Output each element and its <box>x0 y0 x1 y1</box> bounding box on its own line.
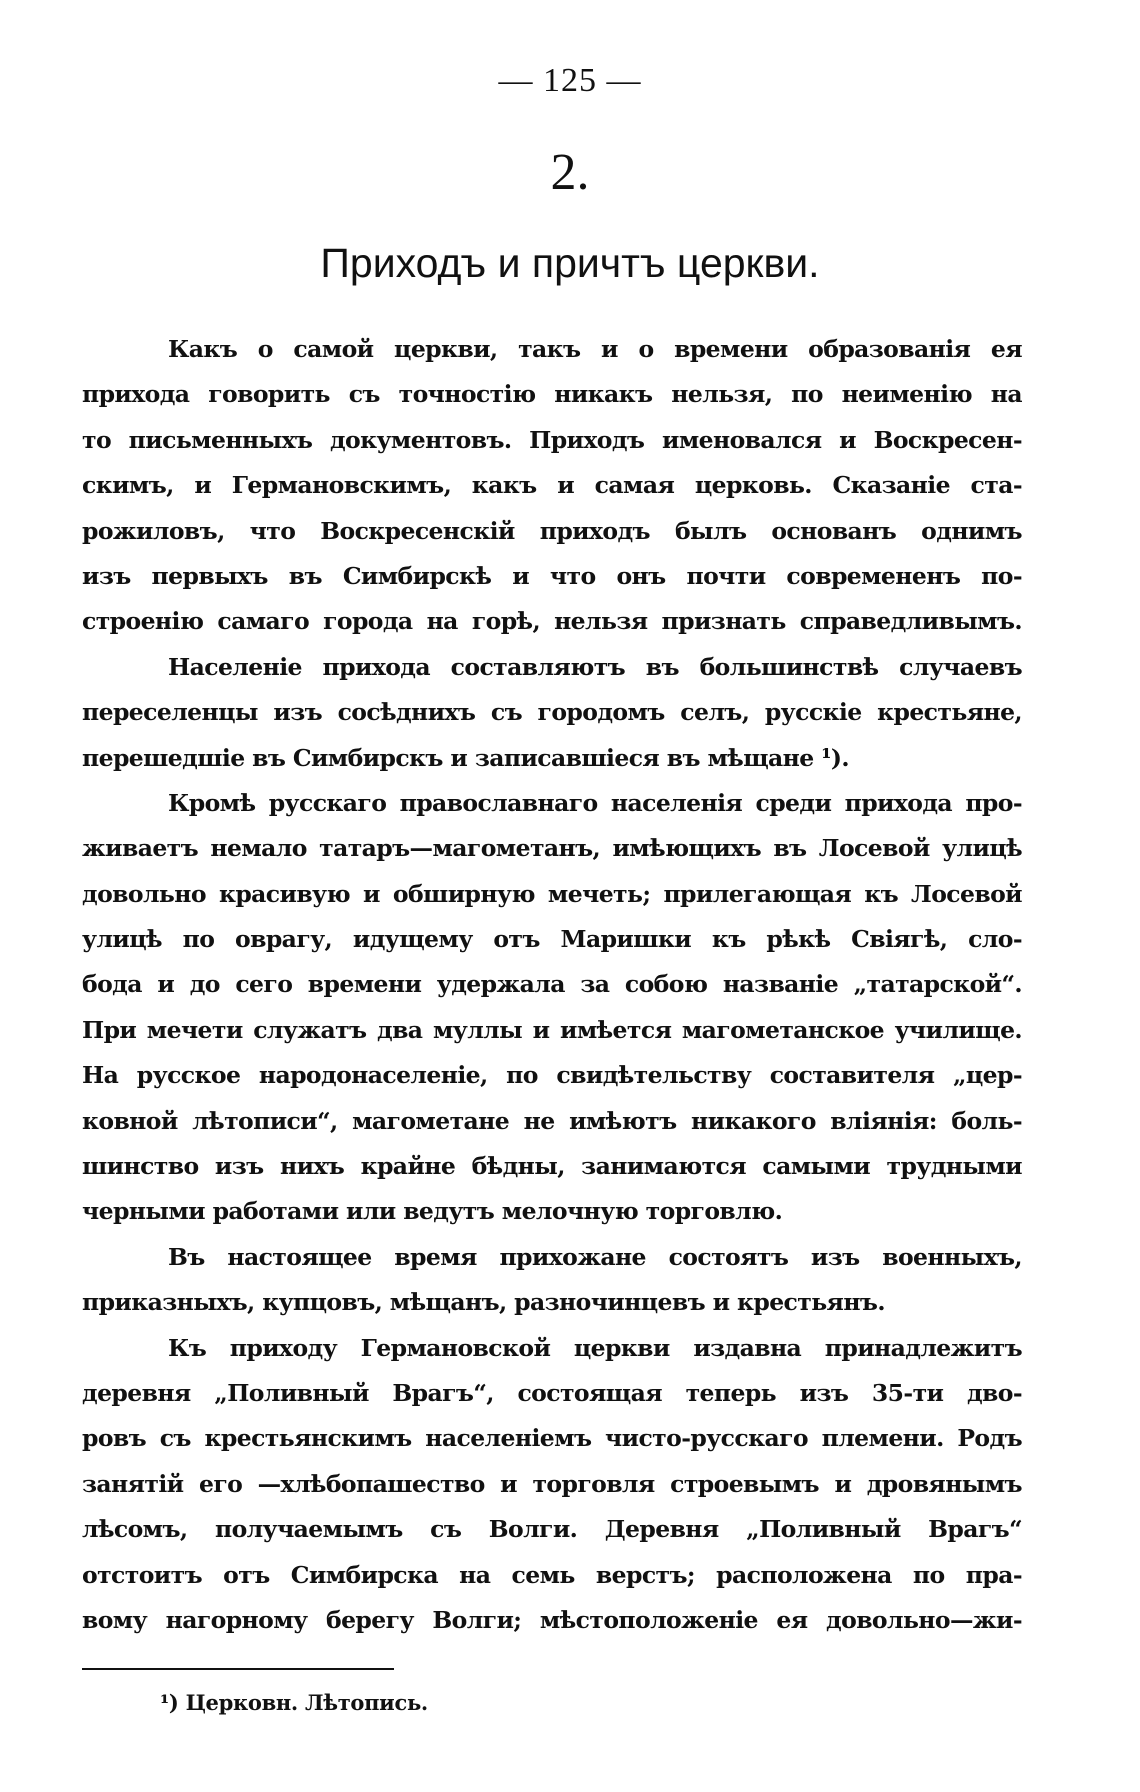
text-line: бода и до сего времени удержала за собою названіе „татарской“. <box>82 970 1022 999</box>
footnote <box>160 1690 428 1715</box>
footnote-text: Церковн. Лѣтопись. <box>185 1690 428 1715</box>
text-line: При мечети служатъ два муллы и имѣется магометанское училище. <box>82 1015 1022 1044</box>
text-line: На русское народонаселеніе, по свидѣтельству составителя „цер- <box>82 1061 1022 1090</box>
text-line: ковной лѣтописи“, магометане не имѣютъ никакого вліянія: боль- <box>82 1106 1022 1135</box>
text-line: Кромѣ русскаго православнаго населенія среди прихода про- <box>168 788 1022 817</box>
text-line: живаетъ немало татаръ—магометанъ, имѣющихъ въ Лосевой улицѣ <box>82 834 1022 863</box>
text-line: приказныхъ, купцовъ, мѣщанъ, разночинцевъ и крестьянъ. <box>82 1288 885 1317</box>
text-line: деревня „Поливный Врагъ“, состоящая теперь изъ 35-ти дво- <box>82 1378 1022 1407</box>
text-line: рожиловъ, что Воскресенскій приходъ былъ основанъ однимъ <box>82 516 1022 545</box>
footnote-marker: ¹) <box>160 1690 179 1715</box>
text-line: прихода говорить съ точностію никакъ нельзя, по неименію на <box>82 380 1022 409</box>
text-line: занятій его —хлѣбопашество и торговля строевымъ и дровянымъ <box>82 1469 1022 1498</box>
text-line: отстоитъ отъ Симбирска на семь верстъ; расположена по пра- <box>82 1560 1022 1589</box>
text-line: вому нагорному берегу Волги; мѣстоположеніе ея довольно—жи- <box>82 1605 1022 1634</box>
text-line: Какъ о самой церкви, такъ и о времени образованія ея <box>168 335 1022 363</box>
text-line: довольно красивую и обширную мечеть; прилегающая къ Лосевой <box>82 879 1022 908</box>
text-line: улицѣ по оврагу, идущему отъ Маришки къ рѣкѣ Свіягѣ, сло- <box>82 925 1022 954</box>
section-title: Приходъ и причтъ церкви. <box>320 240 820 286</box>
text-line: изъ первыхъ въ Симбирскѣ и что онъ почти современенъ по- <box>82 561 1022 590</box>
text-line: строенію самаго города на горѣ, нельзя признать справедливымъ. <box>82 607 1022 636</box>
text-line: скимъ, и Германовскимъ, какъ и самая церковь. Сказаніе ста- <box>82 471 1022 500</box>
section-number: 2. <box>550 144 590 201</box>
text-line: Въ настоящее время прихожане состоятъ изъ военныхъ, <box>168 1242 1022 1271</box>
footnote-divider <box>82 1668 394 1670</box>
page-number: — 125 — <box>498 62 642 99</box>
text-line: шинство изъ нихъ крайне бѣдны, занимаются самыми трудными <box>82 1152 1022 1181</box>
text-line: ровъ съ крестьянскимъ населеніемъ чисто-русскаго племени. Родъ <box>82 1424 1022 1453</box>
text-line: черными работами или ведутъ мелочную торговлю. <box>82 1197 783 1226</box>
text-line: перешедшіе въ Симбирскъ и записавшіеся въ мѣщане ¹). <box>82 743 849 772</box>
text-line: то письменныхъ документовъ. Приходъ именовался и Воскресен- <box>82 425 1022 454</box>
body-text <box>82 327 1022 1643</box>
text-line: лѣсомъ, получаемымъ съ Волги. Деревня „Поливный Врагъ“ <box>82 1515 1022 1544</box>
text-line: переселенцы изъ сосѣднихъ съ городомъ селъ, русскіе крестьяне, <box>82 698 1022 727</box>
text-line: Населеніе прихода составляютъ въ большинствѣ случаевъ <box>168 652 1022 681</box>
text-line: Къ приходу Германовской церкви издавна принадлежитъ <box>168 1333 1022 1362</box>
